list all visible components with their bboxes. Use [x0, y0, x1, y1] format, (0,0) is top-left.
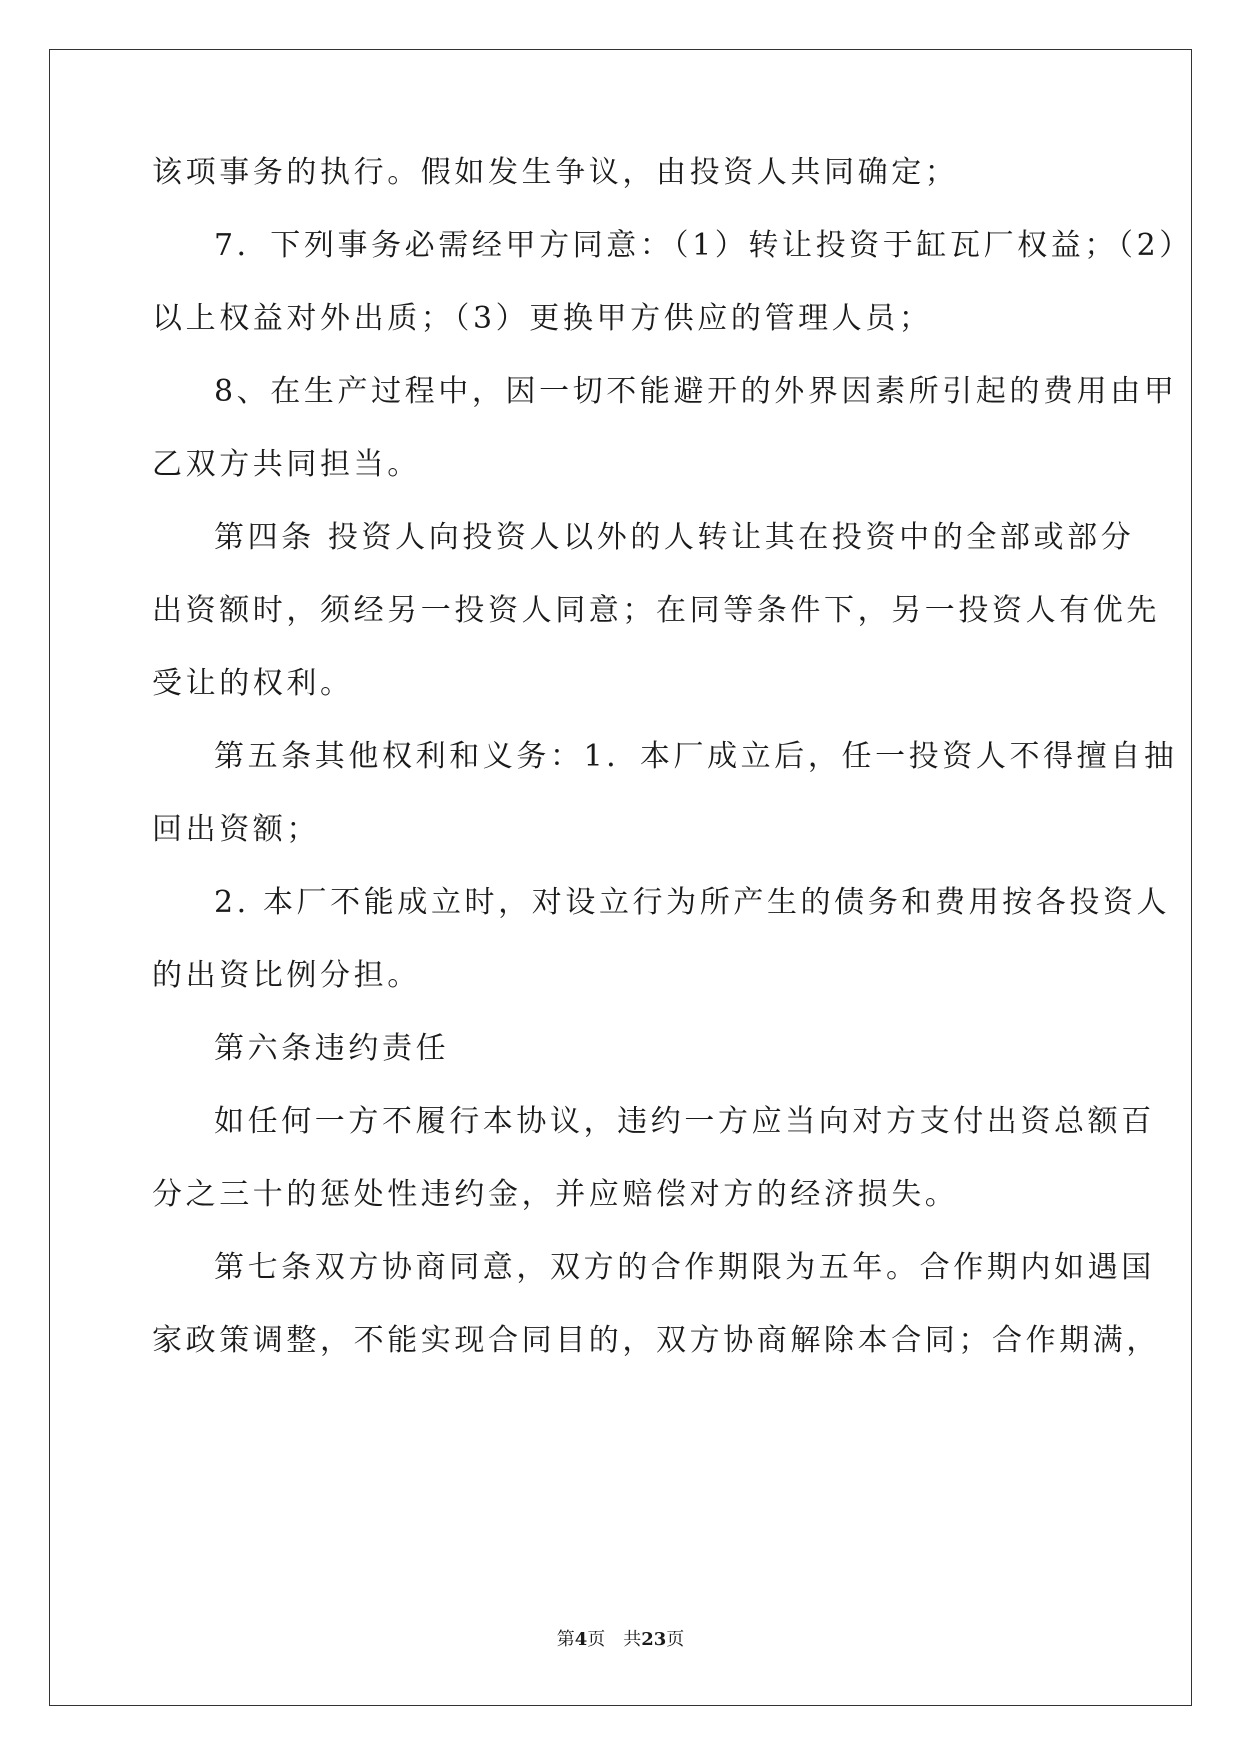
footer-mid: 页 共 — [587, 1629, 642, 1650]
total-pages: 23 — [641, 1629, 667, 1650]
page-border — [49, 49, 1192, 1706]
text-line: 以上权益对外出质；（3）更换甲方供应的管理人员； — [152, 301, 933, 336]
text-line: 第四条 投资人向投资人以外的人转让其在投资中的全部或部分 — [214, 520, 1135, 555]
text-line: 的出资比例分担。 — [152, 958, 421, 993]
page-number: 4 — [574, 1629, 588, 1650]
text-line: 2. 本厂不能成立时，对设立行为所产生的债务和费用按各投资人 — [214, 885, 1171, 920]
text-line: 该项事务的执行。假如发生争议，由投资人共同确定； — [152, 155, 959, 190]
footer-prefix: 第 — [556, 1629, 575, 1650]
text-line: 回出资额； — [152, 812, 320, 847]
footer-suffix: 页 — [666, 1629, 685, 1650]
text-line: 乙双方共同担当。 — [152, 447, 421, 482]
text-line: 8、在生产过程中，因一切不能避开的外界因素所引起的费用由甲 — [214, 374, 1178, 409]
text-line: 如任何一方不履行本协议，违约一方应当向对方支付出资总额百 — [214, 1104, 1155, 1139]
text-line: 家政策调整，不能实现合同目的，双方协商解除本合同；合作期满， — [152, 1323, 1160, 1358]
text-line: 受让的权利。 — [152, 666, 354, 701]
text-line: 7．下列事务必需经甲方同意：（1）转让投资于缸瓦厂权益；（2） — [214, 228, 1193, 263]
text-line: 分之三十的惩处性违约金，并应赔偿对方的经济损失。 — [152, 1177, 959, 1212]
text-line: 第六条违约责任 — [214, 1031, 450, 1066]
page-footer — [0, 1631, 1241, 1649]
text-line: 出资额时，须经另一投资人同意；在同等条件下，另一投资人有优先 — [152, 593, 1160, 628]
text-line: 第五条其他权利和义务：1．本厂成立后，任一投资人不得擅自抽 — [214, 739, 1178, 774]
text-line: 第七条双方协商同意，双方的合作期限为五年。合作期内如遇国 — [214, 1250, 1155, 1285]
